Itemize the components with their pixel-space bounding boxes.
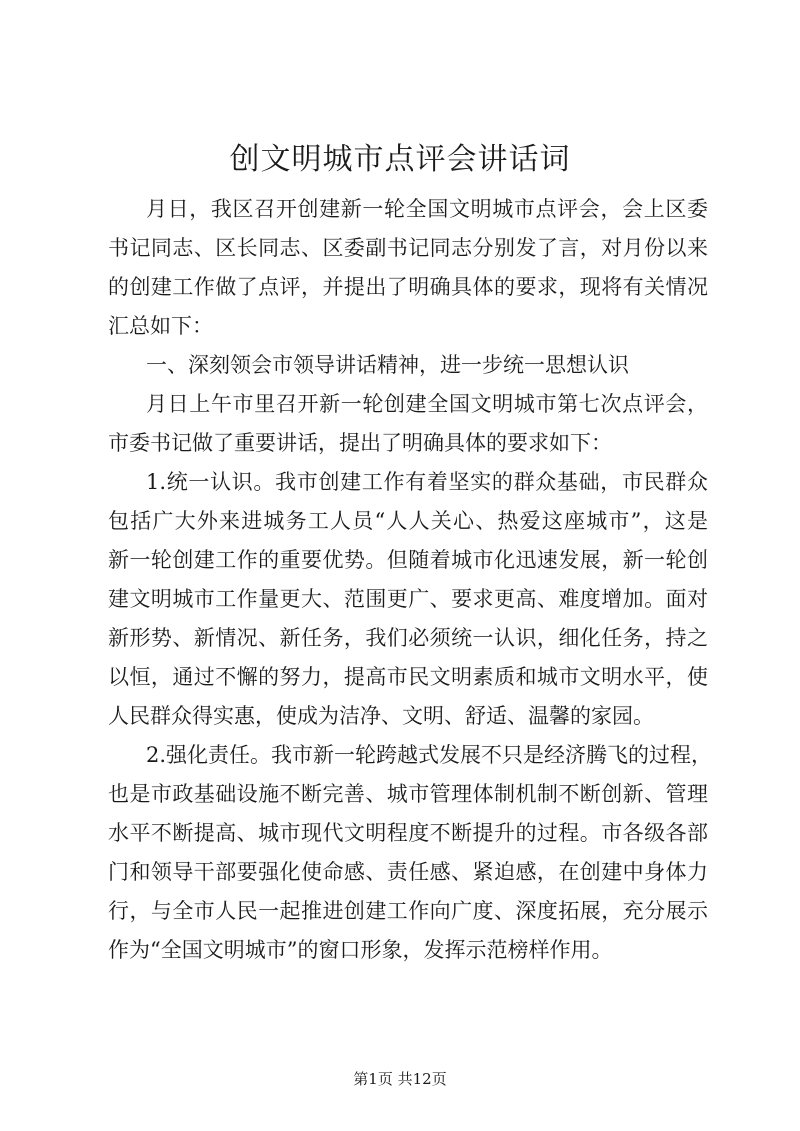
paragraph-line: 新形势、新情况、新任务，我们必须统一认识，细化任务，持之 (108, 626, 708, 650)
paragraph-line: 水平不断提高、城市现代文明程度不断提升的过程。市各级各部 (108, 821, 708, 845)
paragraph-line: 书记同志、区长同志、区委副书记同志分别发了言，对月份以来 (108, 236, 708, 260)
paragraph (108, 385, 708, 463)
document-title: 创文明城市点评会讲话词 (229, 142, 571, 177)
page-footer: 第1页 共12页 (353, 1070, 447, 1088)
paragraph-line: 月日上午市里召开新一轮创建全国文明城市第七次点评会， (146, 392, 708, 416)
paragraph (108, 463, 708, 736)
paragraph-line: 新一轮创建工作的重要优势。但随着城市化迅速发展，新一轮创 (108, 548, 708, 572)
paragraph-line: 的创建工作做了点评，并提出了明确具体的要求，现将有关情况 (108, 275, 708, 299)
paragraph-line: 以恒，通过不懈的努力，提高市民文明素质和城市文明水平，使 (108, 665, 708, 689)
paragraph-line: 汇总如下： (108, 314, 213, 338)
paragraph-line: 人民群众得实惠，使成为洁净、文明、舒适、温馨的家园。 (108, 704, 654, 728)
paragraph-line: 建文明城市工作量更大、范围更广、要求更高、难度增加。面对 (108, 587, 708, 611)
paragraph-line: 也是市政基础设施不断完善、城市管理体制机制不断创新、管理 (108, 782, 708, 806)
paragraph-line: 包括广大外来进城务工人员“人人关心、热爱这座城市”，这是 (108, 509, 708, 533)
paragraph (108, 346, 708, 385)
document-body (108, 190, 713, 970)
paragraph-line: 1.统一认识。我市创建工作有着坚实的群众基础，市民群众 (146, 470, 708, 494)
paragraph (108, 736, 713, 970)
paragraph-line: 门和领导干部要强化使命感、责任感、紧迫感，在创建中身体力 (108, 860, 708, 884)
paragraph-line: 月日，我区召开创建新一轮全国文明城市点评会，会上区委 (146, 197, 708, 221)
paragraph-line: 作为“全国文明城市”的窗口形象，发挥示范榜样作用。 (108, 938, 613, 962)
paragraph-line: 市委书记做了重要讲话，提出了明确具体的要求如下： (108, 431, 612, 455)
paragraph-line: 一、深刻领会市领导讲话精神，进一步统一思想认识 (146, 353, 629, 377)
paragraph-line: 行，与全市人民一起推进创建工作向广度、深度拓展，充分展示 (108, 899, 708, 923)
paragraph (108, 190, 708, 346)
paragraph-line: 2.强化责任。我市新一轮跨越式发展不只是经济腾飞的过程， (146, 743, 713, 767)
